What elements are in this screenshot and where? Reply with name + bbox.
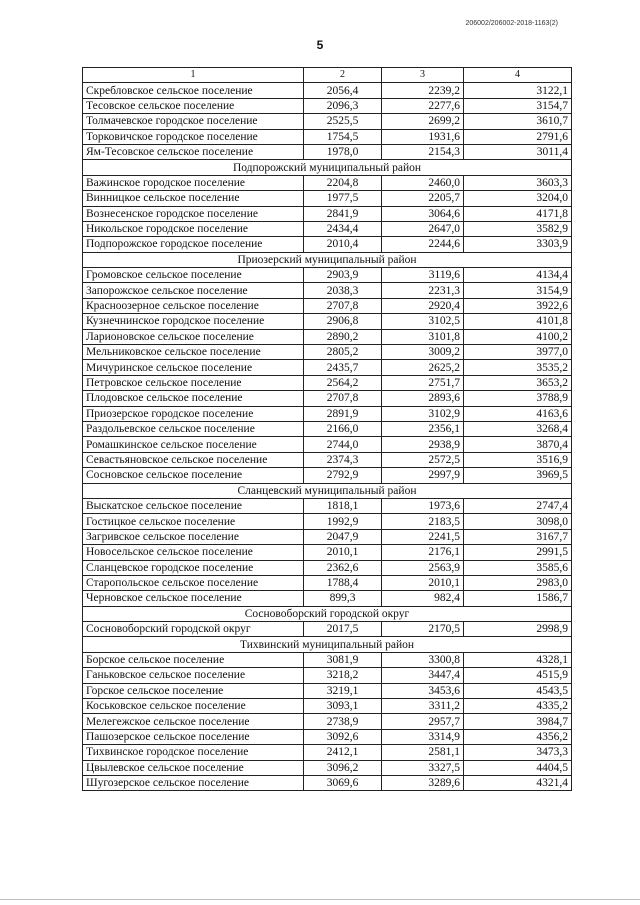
table-row xyxy=(83,345,572,360)
settlement-name: Загривское сельское поселение xyxy=(83,529,304,544)
table-row xyxy=(83,529,572,544)
column-number: 3 xyxy=(382,68,464,83)
value-col-2: 2891,9 xyxy=(304,406,382,421)
value-col-4: 4101,8 xyxy=(464,314,572,329)
table-row xyxy=(83,591,572,606)
value-col-4: 1586,7 xyxy=(464,591,572,606)
settlement-name: Кузнечнинское городское поселение xyxy=(83,314,304,329)
value-col-4: 3303,9 xyxy=(464,237,572,252)
settlement-name: Тесовское сельское поселение xyxy=(83,98,304,113)
table-row xyxy=(83,83,572,98)
column-number-row xyxy=(83,68,572,83)
value-col-4: 4404,5 xyxy=(464,760,572,775)
value-col-2: 899,3 xyxy=(304,591,382,606)
value-col-3: 2563,9 xyxy=(382,560,464,575)
settlement-name: Коськовское сельское поселение xyxy=(83,699,304,714)
settlement-name: Важинское городское поселение xyxy=(83,175,304,190)
value-col-2: 2204,8 xyxy=(304,175,382,190)
value-col-3: 2625,2 xyxy=(382,360,464,375)
value-col-4: 4163,6 xyxy=(464,406,572,421)
settlement-name: Севастьяновское сельское поселение xyxy=(83,452,304,467)
table-row xyxy=(83,468,572,483)
value-col-4: 4171,8 xyxy=(464,206,572,221)
value-col-3: 2938,9 xyxy=(382,437,464,452)
table-row xyxy=(83,668,572,683)
value-col-2: 3218,2 xyxy=(304,668,382,683)
value-col-4: 4328,1 xyxy=(464,652,572,667)
table-row xyxy=(83,175,572,190)
value-col-3: 3311,2 xyxy=(382,699,464,714)
settlement-name: Торковичское городское поселение xyxy=(83,129,304,144)
settlement-name: Гостицкое сельское поселение xyxy=(83,514,304,529)
settlement-name: Вознесенское городское поселение xyxy=(83,206,304,221)
value-col-3: 2205,7 xyxy=(382,191,464,206)
value-col-4: 3582,9 xyxy=(464,221,572,236)
settlement-name: Старопольское сельское поселение xyxy=(83,575,304,590)
value-col-2: 3092,6 xyxy=(304,729,382,744)
settlement-name: Никольское городское поселение xyxy=(83,221,304,236)
value-col-3: 3064,6 xyxy=(382,206,464,221)
table-row xyxy=(83,760,572,775)
value-col-4: 4335,2 xyxy=(464,699,572,714)
table-row xyxy=(83,406,572,421)
section-header-row xyxy=(83,252,572,267)
value-col-2: 2434,4 xyxy=(304,221,382,236)
section-title: Подпорожский муниципальный район xyxy=(83,160,572,175)
data-table xyxy=(82,67,572,791)
value-col-3: 2183,5 xyxy=(382,514,464,529)
value-col-4: 3922,6 xyxy=(464,298,572,313)
settlement-name: Сосновоборский городской округ xyxy=(83,622,304,637)
table-row xyxy=(83,298,572,313)
table-row xyxy=(83,283,572,298)
value-col-4: 3122,1 xyxy=(464,83,572,98)
value-col-4: 3977,0 xyxy=(464,345,572,360)
value-col-3: 2893,6 xyxy=(382,391,464,406)
table-row xyxy=(83,514,572,529)
column-number: 2 xyxy=(304,68,382,83)
value-col-4: 3788,9 xyxy=(464,391,572,406)
settlement-name: Петровское сельское поселение xyxy=(83,375,304,390)
value-col-4: 3098,0 xyxy=(464,514,572,529)
value-col-3: 2010,1 xyxy=(382,575,464,590)
value-col-2: 2362,6 xyxy=(304,560,382,575)
table-row xyxy=(83,498,572,513)
value-col-2: 2056,4 xyxy=(304,83,382,98)
settlement-name: Шугозерское сельское поселение xyxy=(83,775,304,790)
value-col-2: 2525,5 xyxy=(304,114,382,129)
table-row xyxy=(83,191,572,206)
value-col-3: 2277,6 xyxy=(382,98,464,113)
value-col-2: 2738,9 xyxy=(304,714,382,729)
settlement-name: Скребловское сельское поселение xyxy=(83,83,304,98)
value-col-3: 3102,5 xyxy=(382,314,464,329)
settlement-name: Горское сельское поселение xyxy=(83,683,304,698)
value-col-3: 2572,5 xyxy=(382,452,464,467)
value-col-3: 2239,2 xyxy=(382,83,464,98)
value-col-3: 2460,0 xyxy=(382,175,464,190)
table-row xyxy=(83,144,572,159)
value-col-3: 3101,8 xyxy=(382,329,464,344)
document-id: 206002/206002-2018-1163(2) xyxy=(465,20,558,27)
value-col-2: 2903,9 xyxy=(304,268,382,283)
section-header-row xyxy=(83,637,572,652)
settlement-name: Мелегежское сельское поселение xyxy=(83,714,304,729)
table-row xyxy=(83,98,572,113)
value-col-2: 2374,3 xyxy=(304,452,382,467)
value-col-3: 2231,3 xyxy=(382,283,464,298)
settlement-name: Цвылевское сельское поселение xyxy=(83,760,304,775)
settlement-name: Сланцевское городское поселение xyxy=(83,560,304,575)
table-row xyxy=(83,545,572,560)
value-col-3: 3447,4 xyxy=(382,668,464,683)
table-row xyxy=(83,114,572,129)
value-col-4: 3516,9 xyxy=(464,452,572,467)
value-col-3: 2699,2 xyxy=(382,114,464,129)
value-col-2: 2564,2 xyxy=(304,375,382,390)
value-col-2: 1788,4 xyxy=(304,575,382,590)
table-row xyxy=(83,683,572,698)
settlement-name: Ромашкинское сельское поселение xyxy=(83,437,304,452)
table-row xyxy=(83,452,572,467)
value-col-3: 2647,0 xyxy=(382,221,464,236)
value-col-4: 3154,7 xyxy=(464,98,572,113)
value-col-3: 3009,2 xyxy=(382,345,464,360)
value-col-2: 2010,1 xyxy=(304,545,382,560)
value-col-2: 3069,6 xyxy=(304,775,382,790)
value-col-2: 2412,1 xyxy=(304,745,382,760)
table-row xyxy=(83,237,572,252)
section-header-row xyxy=(83,160,572,175)
value-col-4: 3473,3 xyxy=(464,745,572,760)
value-col-4: 3535,2 xyxy=(464,360,572,375)
section-title: Тихвинский муниципальный район xyxy=(83,637,572,652)
settlement-name: Ганьковское сельское поселение xyxy=(83,668,304,683)
value-col-4: 3011,4 xyxy=(464,144,572,159)
value-col-4: 3653,2 xyxy=(464,375,572,390)
value-col-4: 3268,4 xyxy=(464,421,572,436)
table-body xyxy=(83,68,572,791)
value-col-2: 2166,0 xyxy=(304,421,382,436)
value-col-2: 1977,5 xyxy=(304,191,382,206)
value-col-4: 4356,2 xyxy=(464,729,572,744)
value-col-3: 1931,6 xyxy=(382,129,464,144)
settlement-name: Борское сельское поселение xyxy=(83,652,304,667)
table-row xyxy=(83,437,572,452)
value-col-2: 2017,5 xyxy=(304,622,382,637)
value-col-2: 1992,9 xyxy=(304,514,382,529)
value-col-2: 2906,8 xyxy=(304,314,382,329)
value-col-3: 2957,7 xyxy=(382,714,464,729)
value-col-3: 2581,1 xyxy=(382,745,464,760)
settlement-name: Плодовское сельское поселение xyxy=(83,391,304,406)
table-row xyxy=(83,575,572,590)
value-col-4: 2791,6 xyxy=(464,129,572,144)
value-col-3: 982,4 xyxy=(382,591,464,606)
value-col-3: 1973,6 xyxy=(382,498,464,513)
value-col-4: 3585,6 xyxy=(464,560,572,575)
value-col-4: 3984,7 xyxy=(464,714,572,729)
value-col-2: 3219,1 xyxy=(304,683,382,698)
value-col-2: 2010,4 xyxy=(304,237,382,252)
settlement-name: Мельниковское сельское поселение xyxy=(83,345,304,360)
settlement-name: Сосновское сельское поселение xyxy=(83,468,304,483)
table-row xyxy=(83,314,572,329)
value-col-4: 4321,4 xyxy=(464,775,572,790)
section-title: Приозерский муниципальный район xyxy=(83,252,572,267)
value-col-3: 2154,3 xyxy=(382,144,464,159)
value-col-2: 2047,9 xyxy=(304,529,382,544)
settlement-name: Новосельское сельское поселение xyxy=(83,545,304,560)
value-col-4: 3610,7 xyxy=(464,114,572,129)
value-col-3: 3289,6 xyxy=(382,775,464,790)
column-number: 1 xyxy=(83,68,304,83)
table-row xyxy=(83,360,572,375)
value-col-2: 2435,7 xyxy=(304,360,382,375)
value-col-3: 3119,6 xyxy=(382,268,464,283)
table-row xyxy=(83,206,572,221)
value-col-4: 3204,0 xyxy=(464,191,572,206)
table-row xyxy=(83,775,572,790)
value-col-4: 3167,7 xyxy=(464,529,572,544)
page-number: 5 xyxy=(316,38,324,52)
value-col-3: 2356,1 xyxy=(382,421,464,436)
value-col-4: 3154,9 xyxy=(464,283,572,298)
table-row xyxy=(83,391,572,406)
settlement-name: Винницкое сельское поселение xyxy=(83,191,304,206)
section-header-row xyxy=(83,483,572,498)
table-row xyxy=(83,745,572,760)
settlement-name: Толмачевское городское поселение xyxy=(83,114,304,129)
settlement-name: Подпорожское городское поселение xyxy=(83,237,304,252)
value-col-4: 4515,9 xyxy=(464,668,572,683)
value-col-2: 3096,2 xyxy=(304,760,382,775)
settlement-name: Красноозерное сельское поселение xyxy=(83,298,304,313)
table-row xyxy=(83,560,572,575)
value-col-3: 2241,5 xyxy=(382,529,464,544)
value-col-3: 2920,4 xyxy=(382,298,464,313)
value-col-3: 2170,5 xyxy=(382,622,464,637)
table-row xyxy=(83,221,572,236)
value-col-3: 3300,8 xyxy=(382,652,464,667)
page-edge-line xyxy=(0,899,640,900)
value-col-3: 2176,1 xyxy=(382,545,464,560)
table-row xyxy=(83,329,572,344)
settlement-name: Пашозерское сельское поселение xyxy=(83,729,304,744)
value-col-4: 2998,9 xyxy=(464,622,572,637)
table-row xyxy=(83,699,572,714)
value-col-2: 2707,8 xyxy=(304,391,382,406)
settlement-name: Раздольевское сельское поселение xyxy=(83,421,304,436)
table-row xyxy=(83,421,572,436)
value-col-2: 2841,9 xyxy=(304,206,382,221)
value-col-2: 1818,1 xyxy=(304,498,382,513)
settlement-name: Приозерское городское поселение xyxy=(83,406,304,421)
value-col-4: 4543,5 xyxy=(464,683,572,698)
value-col-2: 2707,8 xyxy=(304,298,382,313)
settlement-name: Громовское сельское поселение xyxy=(83,268,304,283)
table-row xyxy=(83,729,572,744)
value-col-3: 3314,9 xyxy=(382,729,464,744)
value-col-2: 3093,1 xyxy=(304,699,382,714)
settlement-name: Запорожское сельское поселение xyxy=(83,283,304,298)
settlement-name: Выскатское сельское поселение xyxy=(83,498,304,513)
value-col-2: 2038,3 xyxy=(304,283,382,298)
value-col-2: 1978,0 xyxy=(304,144,382,159)
value-col-4: 3969,5 xyxy=(464,468,572,483)
value-col-4: 3603,3 xyxy=(464,175,572,190)
value-col-2: 3081,9 xyxy=(304,652,382,667)
value-col-3: 2997,9 xyxy=(382,468,464,483)
section-title: Сосновоборский городской округ xyxy=(83,606,572,621)
value-col-3: 3453,6 xyxy=(382,683,464,698)
value-col-2: 2792,9 xyxy=(304,468,382,483)
value-col-4: 2747,4 xyxy=(464,498,572,513)
settlement-name: Тихвинское городское поселение xyxy=(83,745,304,760)
column-number: 4 xyxy=(464,68,572,83)
table-row xyxy=(83,714,572,729)
table-row xyxy=(83,622,572,637)
settlement-name: Мичуринское сельское поселение xyxy=(83,360,304,375)
value-col-3: 2244,6 xyxy=(382,237,464,252)
value-col-2: 2890,2 xyxy=(304,329,382,344)
value-col-2: 1754,5 xyxy=(304,129,382,144)
value-col-2: 2096,3 xyxy=(304,98,382,113)
section-title: Сланцевский муниципальный район xyxy=(83,483,572,498)
table-row xyxy=(83,268,572,283)
value-col-4: 4100,2 xyxy=(464,329,572,344)
value-col-2: 2744,0 xyxy=(304,437,382,452)
value-col-4: 2983,0 xyxy=(464,575,572,590)
value-col-4: 2991,5 xyxy=(464,545,572,560)
table-row xyxy=(83,129,572,144)
table-row xyxy=(83,375,572,390)
value-col-4: 4134,4 xyxy=(464,268,572,283)
table-row xyxy=(83,652,572,667)
value-col-2: 2805,2 xyxy=(304,345,382,360)
value-col-3: 3327,5 xyxy=(382,760,464,775)
value-col-3: 3102,9 xyxy=(382,406,464,421)
settlement-name: Ларионовское сельское поселение xyxy=(83,329,304,344)
settlement-name: Черновское сельское поселение xyxy=(83,591,304,606)
value-col-4: 3870,4 xyxy=(464,437,572,452)
value-col-3: 2751,7 xyxy=(382,375,464,390)
settlement-name: Ям-Тесовское сельское поселение xyxy=(83,144,304,159)
section-header-row xyxy=(83,606,572,621)
